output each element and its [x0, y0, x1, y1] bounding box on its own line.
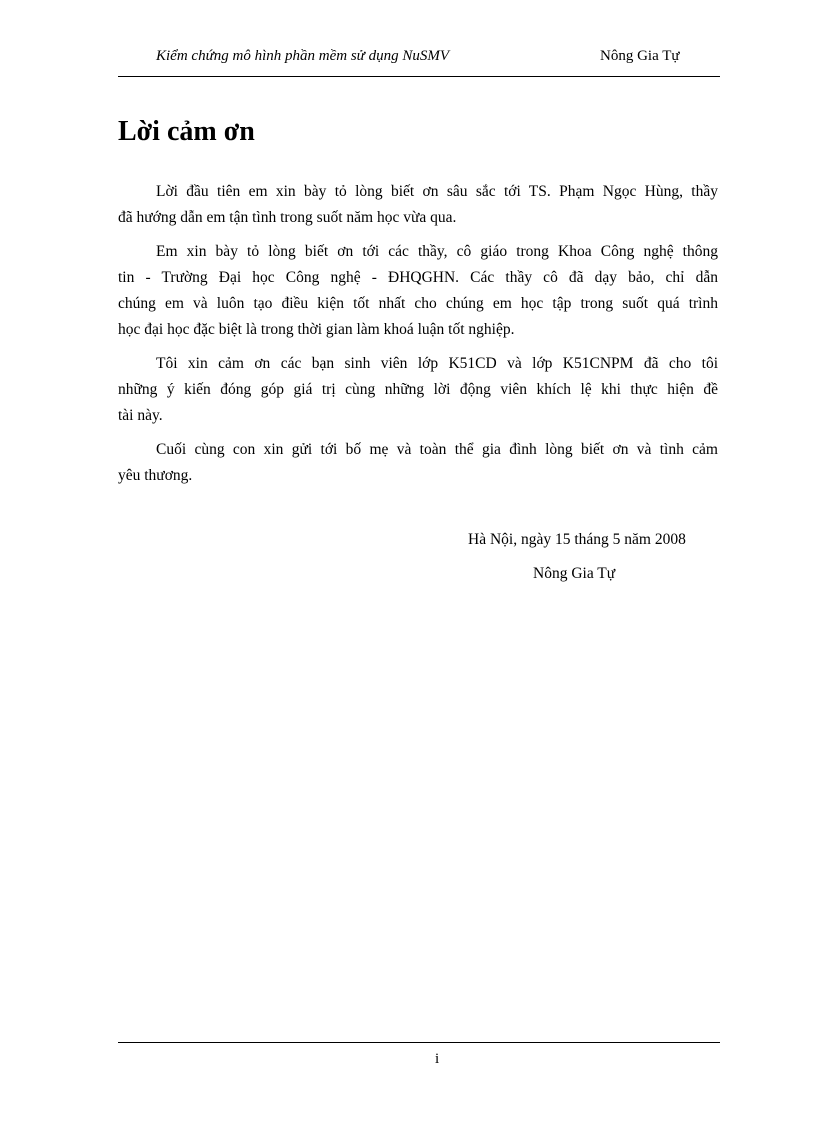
paragraph [118, 351, 718, 429]
paragraph-line: yêu thương. [118, 467, 193, 484]
paragraph [118, 239, 718, 343]
signature-name: Nông Gia Tự [533, 565, 616, 582]
paragraph-line: Em xin bày tỏ lòng biết ơn tới các thầy, cô giáo trong Khoa Công nghệ thông [156, 243, 718, 260]
paragraph-line: những ý kiến đóng góp giá trị cùng những lời động viên khích lệ khi thực hiện đề [118, 381, 718, 398]
page-title: Lời cảm ơn [118, 116, 255, 147]
paragraph-line: học đại học đặc biệt là trong thời gian làm khoá luận tốt nghiệp. [118, 321, 515, 338]
paragraph-line: tài này. [118, 407, 163, 424]
body-text [118, 179, 718, 497]
paragraph-line: Lời đầu tiên em xin bày tỏ lòng biết ơn sâu sắc tới TS. Phạm Ngọc Hùng, thầy [156, 183, 718, 200]
paragraph-line: Tôi xin cảm ơn các bạn sinh viên lớp K51CD và lớp K51CNPM đã cho tôi [156, 355, 718, 372]
page-number: i [435, 1051, 440, 1067]
paragraph-line: chúng em và luôn tạo điều kiện tốt nhất cho chúng em học tập trong suốt quá trình [118, 295, 718, 312]
header-author: Nông Gia Tự [600, 48, 680, 64]
paragraph-line: tin - Trường Đại học Công nghệ - ĐHQGHN. Các thầy cô đã dạy bảo, chỉ dẫn [118, 269, 718, 286]
paragraph-line: Cuối cùng con xin gửi tới bố mẹ và toàn thể gia đình lòng biết ơn và tình cảm [156, 441, 718, 458]
paragraph [118, 179, 718, 231]
page-header [118, 48, 720, 68]
signature-date: Hà Nội, ngày 15 tháng 5 năm 2008 [468, 531, 686, 548]
paragraph-line: đã hướng dẫn em tận tình trong suốt năm học vừa qua. [118, 209, 457, 226]
paragraph [118, 437, 718, 489]
header-title: Kiểm chứng mô hình phần mềm sử dụng NuSMV [156, 48, 450, 64]
footer-rule [118, 1042, 720, 1043]
header-rule [118, 76, 720, 77]
